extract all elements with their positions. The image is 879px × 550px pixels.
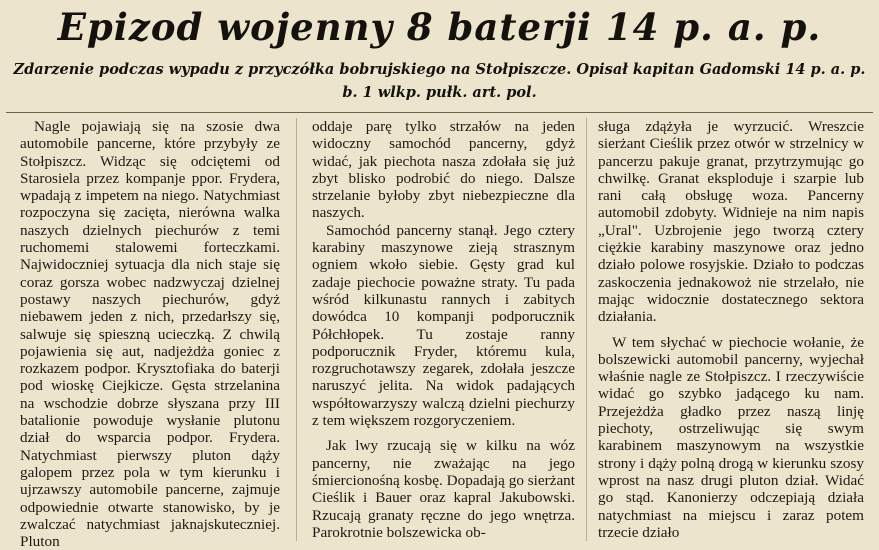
paragraph: Samochód pancerny stanął. Jego cztery karabiny maszynowe zieją strasznym ogniem wkoło siebie. Gęsty grad kul zadaje piechocie poważne straty. Tu pada wśród kilkunastu rannych i zabitych dowódca 10 kompanji podporucznik Półchłopek. Tu zostaje ranny podporucznik Fryder, któremu kula, rozgruchotawszy zegarek, zdołała jeszcze naruszyć jelita. Na widok padających współtowarzyszy walczą dzielni piechurzy z tem większem rozgoryczeniem.	[312, 221, 575, 430]
article-column-1	[20, 118, 280, 550]
article-subtitle: Zdarzenie podczas wypadu z przyczółka bobrujskiego na Stołpiszcze. Opisał kapitan Gadomski 14 p. a. p. b. 1 wlkp. pułk. art. pol.	[13, 61, 866, 101]
article-column-3	[598, 118, 864, 541]
column-divider	[296, 118, 297, 541]
header-rule	[6, 112, 873, 113]
paragraph: Jak lwy rzucają się w kilku na wóz pancerny, nie zważając na jego śmiercionośną kosbę. Dopadają go sierżant Cieślik i Bauer oraz kapral Jakubowski. Rzucają granaty ręczne do jego wnętrza. Parokrotnie bolszewicka ob-	[312, 437, 575, 541]
paragraph: W tem słychać w piechocie wołanie, że bolszewicki automobil pancerny, wyjechał właśnie nagle ze Stołpiszcz. I rzeczywiście widać go szybko jadącego ku nam. Przejeżdża gładko przez naszą linję piechoty, ostrzeliwując się swym karabinem maszynowym na wszystkie strony i dąży polną drogą w kierunku szosy wprost na nasz drugi pluton dział. Widać go stąd. Kanonierzy odczepiają działa natychmiast na miejscu i zaraz potem trzecie działo	[598, 333, 864, 541]
column-divider	[586, 118, 587, 541]
article-title: Epizod wojenny 8 baterji 14 p. a. p.	[57, 5, 822, 49]
article-column-2	[312, 118, 575, 541]
paragraph: sługa zdążyła je wyrzucić. Wreszcie sierżant Cieślik przez otwór w strzelnicy w pancerzu pakuje granat, przytrzymując go chwilkę. Granat eksploduje i szarpie lub rani całą obsługę woza. Pancerny automobil zdobyty. Widnieje na nim napis „Ural". Uzbrojenie jego tworzą cztery ciężkie karabiny maszynowe oraz jedno działo polowe rosyjskie. Działo to podczas zaskoczenia jednakowoż nie strzelało, nie mając widocznie dostatecznego sektora działania.	[598, 118, 864, 326]
paragraph: oddaje parę tylko strzałów na jeden widoczny samochód pancerny, gdyż widać, jak piechota nasza zdołała się już zbyt blisko podrobić do niego. Dalsze strzelanie byłoby zbyt niebezpieczne dla naszych.	[312, 118, 575, 222]
paragraph: Nagle pojawiają się na szosie dwa automobile pancerne, które przybyły ze Stołpiszcz. Widząc się odciętemi od Starosiela przez kompanje ppor. Frydera, wpadają z impetem na niego. Natychmiast rozpoczyna się zacięta, nierówna walka naszych dzielnych piechurów z temi ruchomemi stalowemi forteczkami. Najwidoczniej sytuacja dla nich staje się coraz gorsza wobec nadzwyczaj dzielnej postawy naszych piechurów, gdyż niebawem jeden z nich, przedarłszy się, salwuje się spieszną ucieczką. Z chwilą pojawienia się aut, nadjeżdża goniec z rozkazem podpor. Krysztofiaka do baterji pod wioskę Ciejkicze. Gęsta strzelanina na wschodzie dobrze słyszana przy III batalionie powoduje wysłanie plutonu dział do wsparcia podpor. Frydera. Natychmiast pierwszy pluton dąży galopem przez pola w tym kierunku i ujrzawszy automobile pancerne, zajmuje odpowiednie otwarte stanowisko, by je zwalczać natychmiast jaknajskuteczniej. Pluton	[20, 118, 280, 550]
